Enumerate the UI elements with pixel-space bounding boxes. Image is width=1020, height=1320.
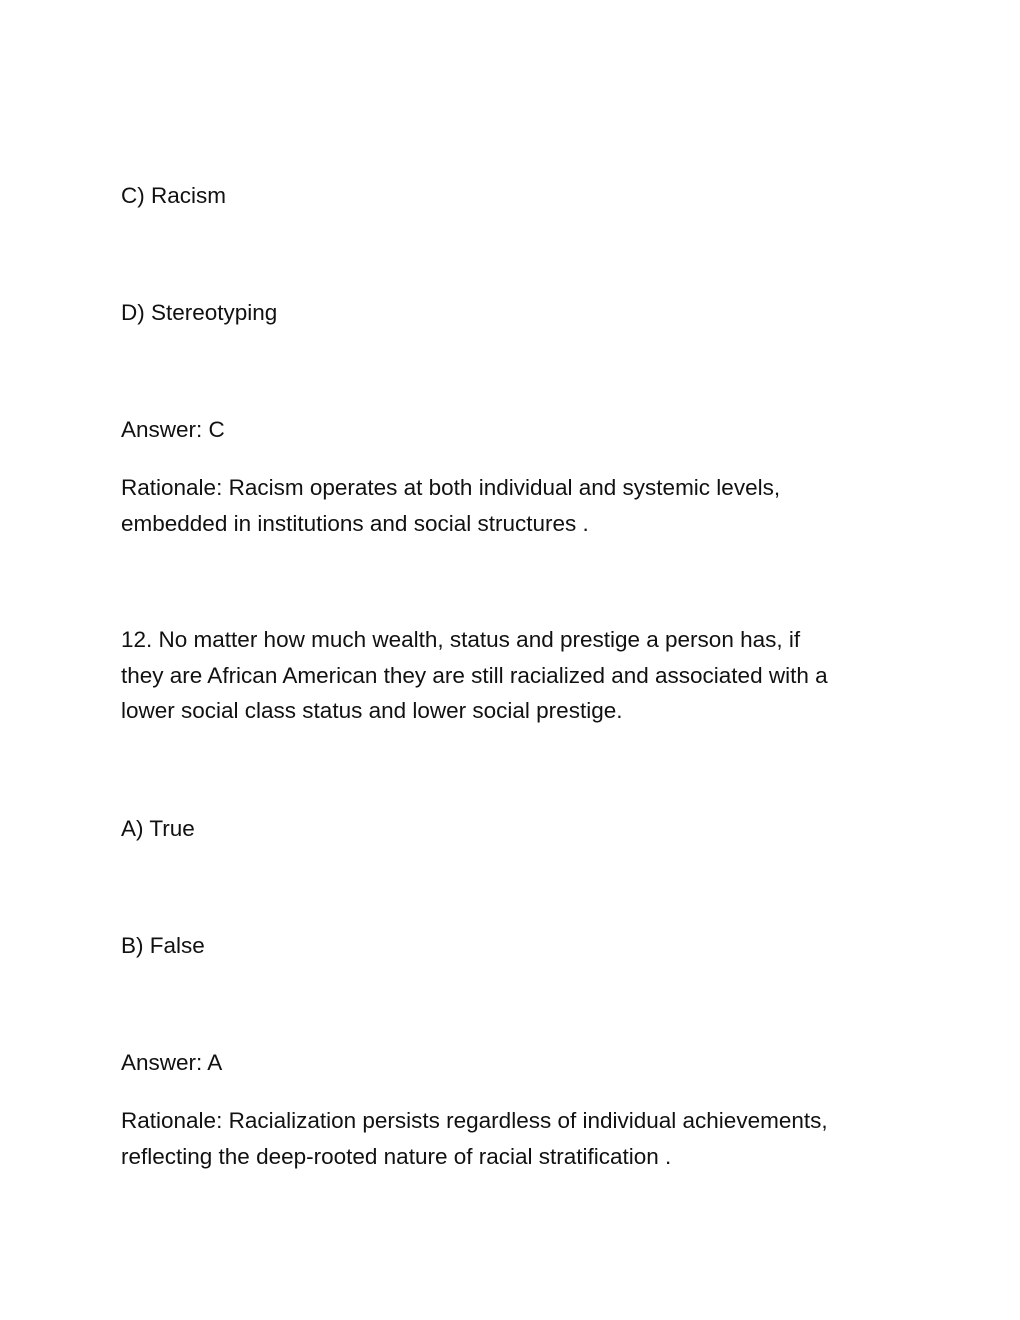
question-12-answer: Answer: A xyxy=(121,1050,223,1075)
question-line: they are African American they are still racialized and associated with a xyxy=(121,662,828,688)
rationale-line: Rationale: Racialization persists regardless of individual achievements, xyxy=(121,1108,828,1133)
question-12-rationale xyxy=(121,1103,911,1174)
question-11-option-d: D) Stereotyping xyxy=(121,300,278,325)
question-12-option-a: A) True xyxy=(121,816,195,841)
rationale-line: reflecting the deep-rooted nature of racial stratification . xyxy=(121,1143,672,1169)
question-11-answer: Answer: C xyxy=(121,417,225,442)
rationale-line: embedded in institutions and social structures . xyxy=(121,510,589,536)
question-line: lower social class status and lower social prestige. xyxy=(121,698,623,723)
question-line: 12. No matter how much wealth, status and prestige a person has, if xyxy=(121,627,801,652)
question-12-option-b: B) False xyxy=(121,933,205,958)
question-11-rationale xyxy=(121,470,911,541)
question-12-prompt xyxy=(121,622,911,729)
rationale-line: Rationale: Racism operates at both individual and systemic levels, xyxy=(121,475,781,500)
question-11-option-c: C) Racism xyxy=(121,183,226,208)
